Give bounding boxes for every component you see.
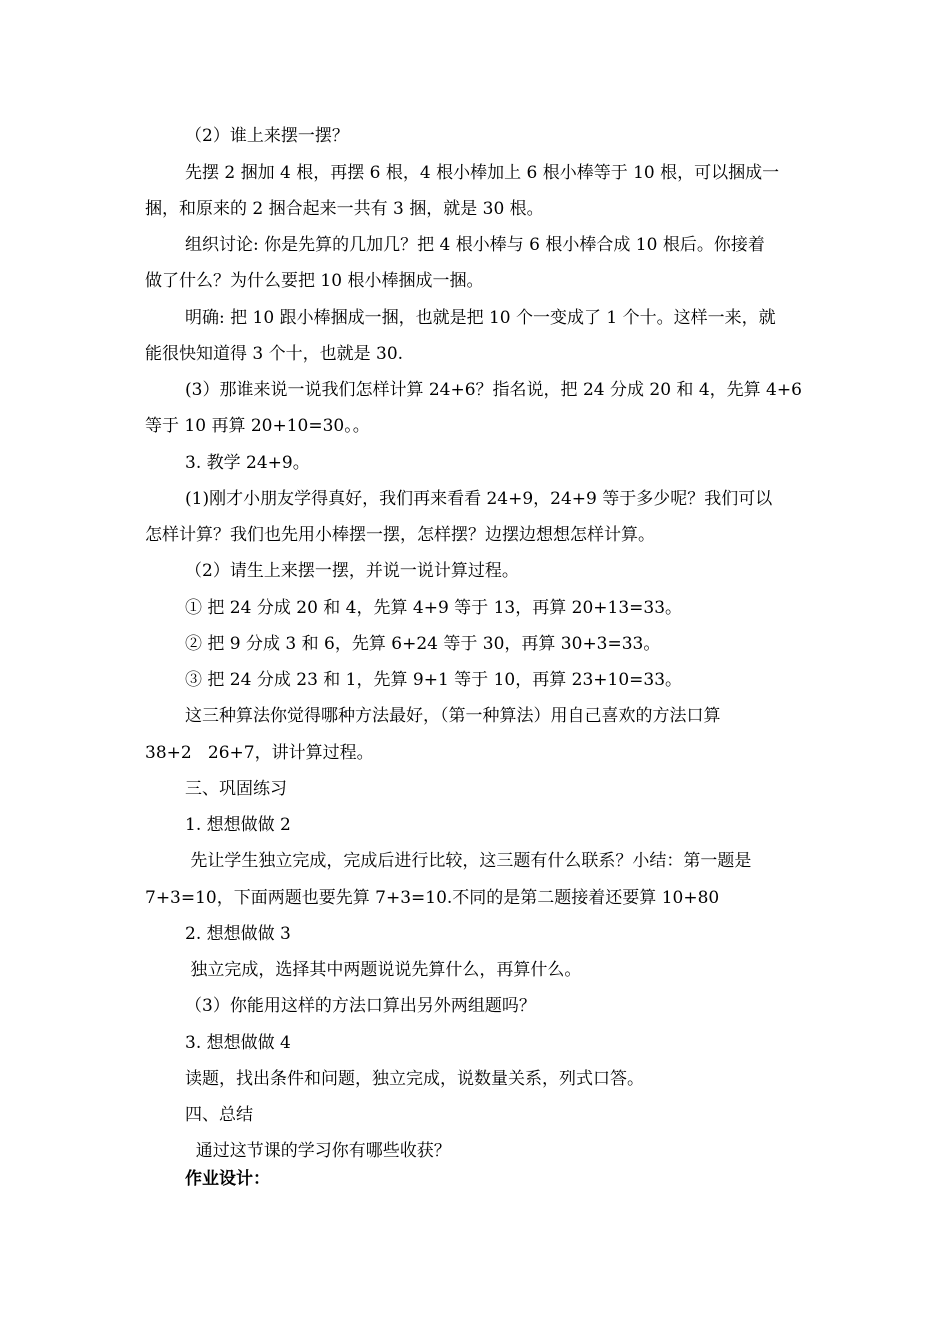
text-line-12: 怎样计算？我们也先用小棒摆一摆，怎样摆？边摆边想想怎样计算。 — [145, 525, 655, 545]
text-line-3: 捆，和原来的 2 捆合起来一共有 3 捆，就是 30 根。 — [145, 199, 544, 219]
text-line-17: 这三种算法你觉得哪种方法最好，（第一种算法）用自己喜欢的方法口算 — [185, 706, 721, 726]
text-line-16: ③ 把 24 分成 23 和 1，先算 9+1 等于 10，再算 23+10=33。 — [185, 670, 683, 690]
text-line-21: 先让学生独立完成，完成后进行比较，这三题有什么联系？小结：第一题是 — [185, 851, 752, 871]
text-line-13: （2）请生上来摆一摆，并说一说计算过程。 — [185, 561, 519, 581]
text-line-1: （2）谁上来摆一摆？ — [185, 126, 349, 146]
text-line-18: 38+2 26+7，讲计算过程。 — [145, 743, 374, 763]
text-line-8: (3）那谁来说一说我们怎样计算 24+6？指名说，把 24 分成 20 和 4，先算 4+6 — [185, 380, 802, 400]
homework-heading: 作业设计： — [185, 1169, 270, 1189]
text-line-29: 通过这节课的学习你有哪些收获？ — [185, 1141, 451, 1161]
text-line-10: 3. 教学 24+9。 — [185, 453, 310, 473]
text-line-9: 等于 10 再算 20+10=30。。 — [145, 416, 370, 436]
text-line-26: 3. 想想做做 4 — [185, 1033, 291, 1053]
text-line-11: (1)刚才小朋友学得真好，我们再来看看 24+9，24+9 等于多少呢？我们可以 — [185, 489, 773, 509]
text-line-4: 组织讨论: 你是先算的几加几？把 4 根小棒与 6 根小棒合成 10 根后。你接着 — [185, 235, 765, 255]
text-line-6: 明确: 把 10 跟小棒捆成一捆，也就是把 10 个一变成了 1 个十。这样一来，就 — [185, 308, 776, 328]
text-line-24: 独立完成，选择其中两题说说先算什么，再算什么。 — [185, 960, 582, 980]
text-line-2: 先摆 2 捆加 4 根，再摆 6 根，4 根小棒加上 6 根小棒等于 10 根，可以捆成一 — [185, 163, 780, 183]
text-line-25: （3）你能用这样的方法口算出另外两组题吗？ — [185, 996, 536, 1016]
text-line-15: ② 把 9 分成 3 和 6，先算 6+24 等于 30，再算 30+3=33。 — [185, 634, 661, 654]
text-line-19: 三、巩固练习 — [185, 779, 287, 799]
text-line-14: ① 把 24 分成 20 和 4，先算 4+9 等于 13，再算 20+13=33。 — [185, 598, 683, 618]
text-line-28: 四、总结 — [185, 1105, 253, 1125]
text-line-7: 能很快知道得 3 个十，也就是 30. — [145, 344, 404, 364]
text-line-5: 做了什么？为什么要把 10 根小棒捆成一捆。 — [145, 271, 484, 291]
text-line-20: 1. 想想做做 2 — [185, 815, 291, 835]
text-line-27: 读题，找出条件和问题，独立完成，说数量关系，列式口答。 — [185, 1069, 644, 1089]
text-line-23: 2. 想想做做 3 — [185, 924, 291, 944]
text-line-22: 7+3=10，下面两题也要先算 7+3=10.不同的是第二题接着还要算 10+80 — [145, 888, 720, 908]
